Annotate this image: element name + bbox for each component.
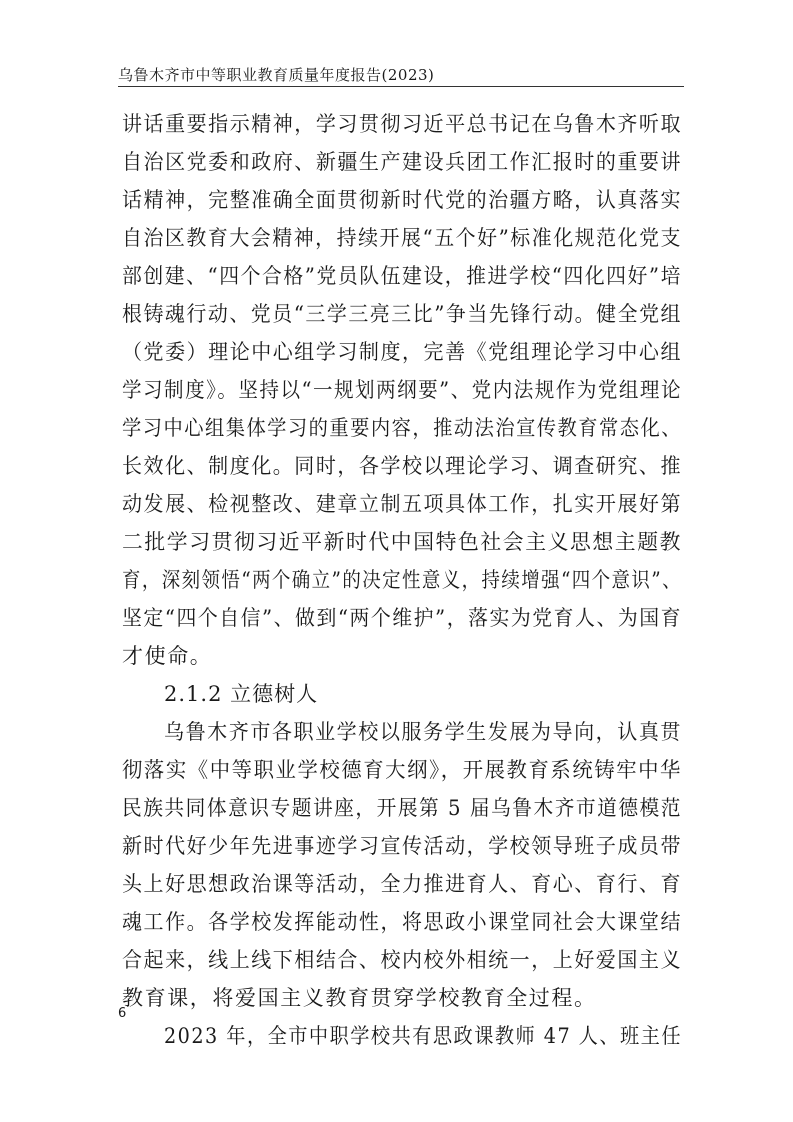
text-line: 才使命。 [122, 644, 213, 668]
text-line: 动发展、检视整改、建章立制五项具体工作，扎实开展好第 [122, 492, 682, 516]
text-line: 民族共同体意识专题讲座，开展第 5 届乌鲁木齐市道德模范 [122, 796, 682, 820]
text-line: （党委）理论中心组学习制度，完善《党组理论学习中心组 [122, 340, 682, 364]
text-line: 头上好思想政治课等活动，全力推进育人、育心、育行、育 [122, 872, 682, 896]
text-line: 自治区党委和政府、新疆生产建设兵团工作汇报时的重要讲 [122, 150, 682, 174]
text-line: 部创建、“四个合格”党员队伍建设，推进学校“四化四好”培 [122, 264, 682, 288]
header-divider [118, 86, 684, 87]
text-line: 讲话重要指示精神，学习贯彻习近平总书记在乌鲁木齐听取 [122, 112, 682, 136]
section-heading: 2.1.2 立德树人 [164, 682, 319, 706]
text-line: 育，深刻领悟“两个确立”的决定性意义，持续增强“四个意识”、 [122, 568, 682, 592]
text-line: 根铸魂行动、党员“三学三亮三比”争当先锋行动。健全党组 [122, 302, 682, 326]
text-line: 二批学习贯彻习近平新时代中国特色社会主义思想主题教 [122, 530, 682, 554]
text-line: 彻落实《中等职业学校德育大纲》，开展教育系统铸牢中华 [122, 758, 682, 782]
text-line: 长效化、制度化。同时，各学校以理论学习、调查研究、推 [122, 454, 682, 478]
text-line: 新时代好少年先进事迹学习宣传活动，学校领导班子成员带 [122, 834, 682, 858]
text-line: 坚定“四个自信”、做到“两个维护”，落实为党育人、为国育 [122, 606, 682, 630]
running-header: 乌鲁木齐市中等职业教育质量年度报告(2023) [118, 66, 435, 84]
text-line: 话精神，完整准确全面贯彻新时代党的治疆方略，认真落实 [122, 188, 682, 212]
page-number: 6 [118, 1006, 127, 1021]
text-line: 学习中心组集体学习的重要内容，推动法治宣传教育常态化、 [122, 416, 682, 440]
text-line: 乌鲁木齐市各职业学校以服务学生发展为导向，认真贯 [164, 720, 682, 744]
text-line: 自治区教育大会精神，持续开展“五个好”标准化规范化党支 [122, 226, 682, 250]
text-line: 学习制度》。坚持以“一规划两纲要”、党内法规作为党组理论 [122, 378, 682, 402]
text-line: 魂工作。各学校发挥能动性，将思政小课堂同社会大课堂结 [122, 910, 682, 934]
text-line: 教育课，将爱国主义教育贯穿学校教育全过程。 [122, 986, 597, 1010]
text-line: 2023 年，全市中职学校共有思政课教师 47 人、班主任 [164, 1024, 682, 1048]
text-line: 合起来，线上线下相结合、校内校外相统一，上好爱国主义 [122, 948, 682, 972]
